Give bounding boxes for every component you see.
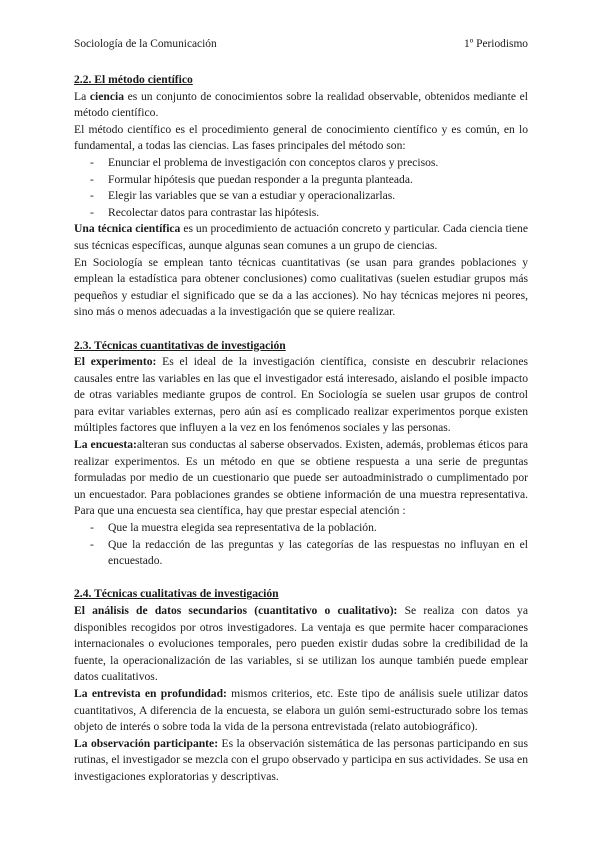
paragraph-entrevista: La entrevista en profundidad: mismos criterios, etc. Este tipo de análisis suele utilizar datos cuantitativos, A diferencia de la encuesta, se elabora un guión semi-estructurado sobre los temas objeto de interés o sobre toda la vida de la persona entrevistada (relato autobiográfico).	[74, 686, 528, 734]
header-degree: 1º Periodismo	[464, 38, 528, 50]
section-2-2-title: 2.2. El método científico	[74, 73, 193, 86]
bold-term: La observación participante:	[74, 736, 219, 750]
document-body	[74, 72, 528, 786]
section-2-3-title: 2.3. Técnicas cuantitativas de investigación	[74, 338, 286, 352]
list-item: - Recolectar datos para contrastar las hipótesis.	[74, 205, 528, 222]
paragraph-experimento: El experimento: Es el ideal de la investigación científica, consiste en descubrir relaciones causales entre las variables en las que el investigador está interesado, aislando el posible impacto de otras variables mediante grupos de control. En Sociología se suelen usar grupos de control para evitar variables externas, pero aún así es complicado realizar experimentos porque existen múltiples factores que influyen a la vez en los fenómenos sociales y las personas.	[74, 355, 528, 435]
paragraph-sociologia: En Sociología se emplean tanto técnicas cuantitativas (se usan para grandes poblaciones y emplean la estadística para obtener conclusiones) como cualitativas (suelen estudiar grupos más pequeños y estudiar el significado que se da a las acciones). No hay técnicas mejores ni peores, sino más o menos adecuadas a la investigación que se quiere realizar.	[74, 255, 528, 319]
bold-term: ciencia	[89, 89, 124, 103]
section-2-4-title: 2.4. Técnicas cualitativas de investigación	[74, 587, 279, 601]
list-item: - Que la muestra elegida sea representativa de la población.	[74, 520, 528, 537]
phases-list	[74, 155, 528, 221]
list-item: - Que la redacción de las preguntas y las categorías de las respuestas no influyan en el encuestado.	[74, 537, 528, 570]
survey-list	[74, 520, 528, 570]
header-course: Sociología de la Comunicación	[74, 38, 217, 50]
paragraph-datos-secundarios: El análisis de datos secundarios (cuantitativo o cualitativo): Se realiza con datos ya disponibles recogidos por otros investigadores. La ventaja es que permite hacer comparaciones internacionales o evoluciones temporales, pero pueden existir dudas sobre la credibilidad de la fuente, la operacionalización de las variables, si se utilizan los aunque también puede emplear datos cualitativos.	[74, 604, 528, 684]
bold-term: La entrevista en profundidad:	[74, 686, 227, 700]
list-item: - Elegir las variables que se van a estudiar y operacionalizarlas.	[74, 188, 528, 205]
list-item: - Formular hipótesis que puedan responder a la pregunta planteada.	[74, 172, 528, 189]
bold-term: El análisis de datos secundarios (cuantitativo o cualitativo):	[74, 604, 398, 617]
bold-term: El experimento:	[74, 355, 157, 369]
paragraph-observacion: La observación participante: Es la observación sistemática de las personas participando en sus rutinas, el investigador se mezcla con el grupo observado y participa en sus actividades. Se usa en investigaciones exploratorias y descriptivas.	[74, 736, 528, 783]
page-header	[74, 36, 528, 52]
list-item: - Enunciar el problema de investigación con conceptos claros y precisos.	[74, 155, 528, 172]
paragraph-encuesta: La encuesta:alteran sus conductas al saberse observados. Existen, además, problemas éticos para realizar experimentos. Es un método en que se obtiene respuesta a una serie de preguntas formuladas por medio de un cuestionario que puede ser autoadministrado o cumplimentado por un encuestador. Para poblaciones grandes se obtiene información de una muestra representativa. Para que una encuesta sea científica, hay que prestar especial atención :	[74, 438, 528, 518]
paragraph-tecnica: Una técnica científica es un procedimiento de actuación concreto y particular. Cada ciencia tiene sus técnicas específicas, aunque algunas sean comunes a un grupo de ciencias.	[74, 222, 528, 252]
bold-term: Una técnica científica	[74, 222, 181, 236]
paragraph-ciencia: La ciencia es un conjunto de conocimientos sobre la realidad observable, obtenidos mediante el método científico.	[74, 89, 528, 120]
paragraph-metodo: El método científico es el procedimiento general de conocimiento científico y es común, en lo fundamental, a todas las ciencias. Las fases principales del método son:	[74, 122, 528, 153]
bold-term: La encuesta:	[74, 438, 137, 452]
